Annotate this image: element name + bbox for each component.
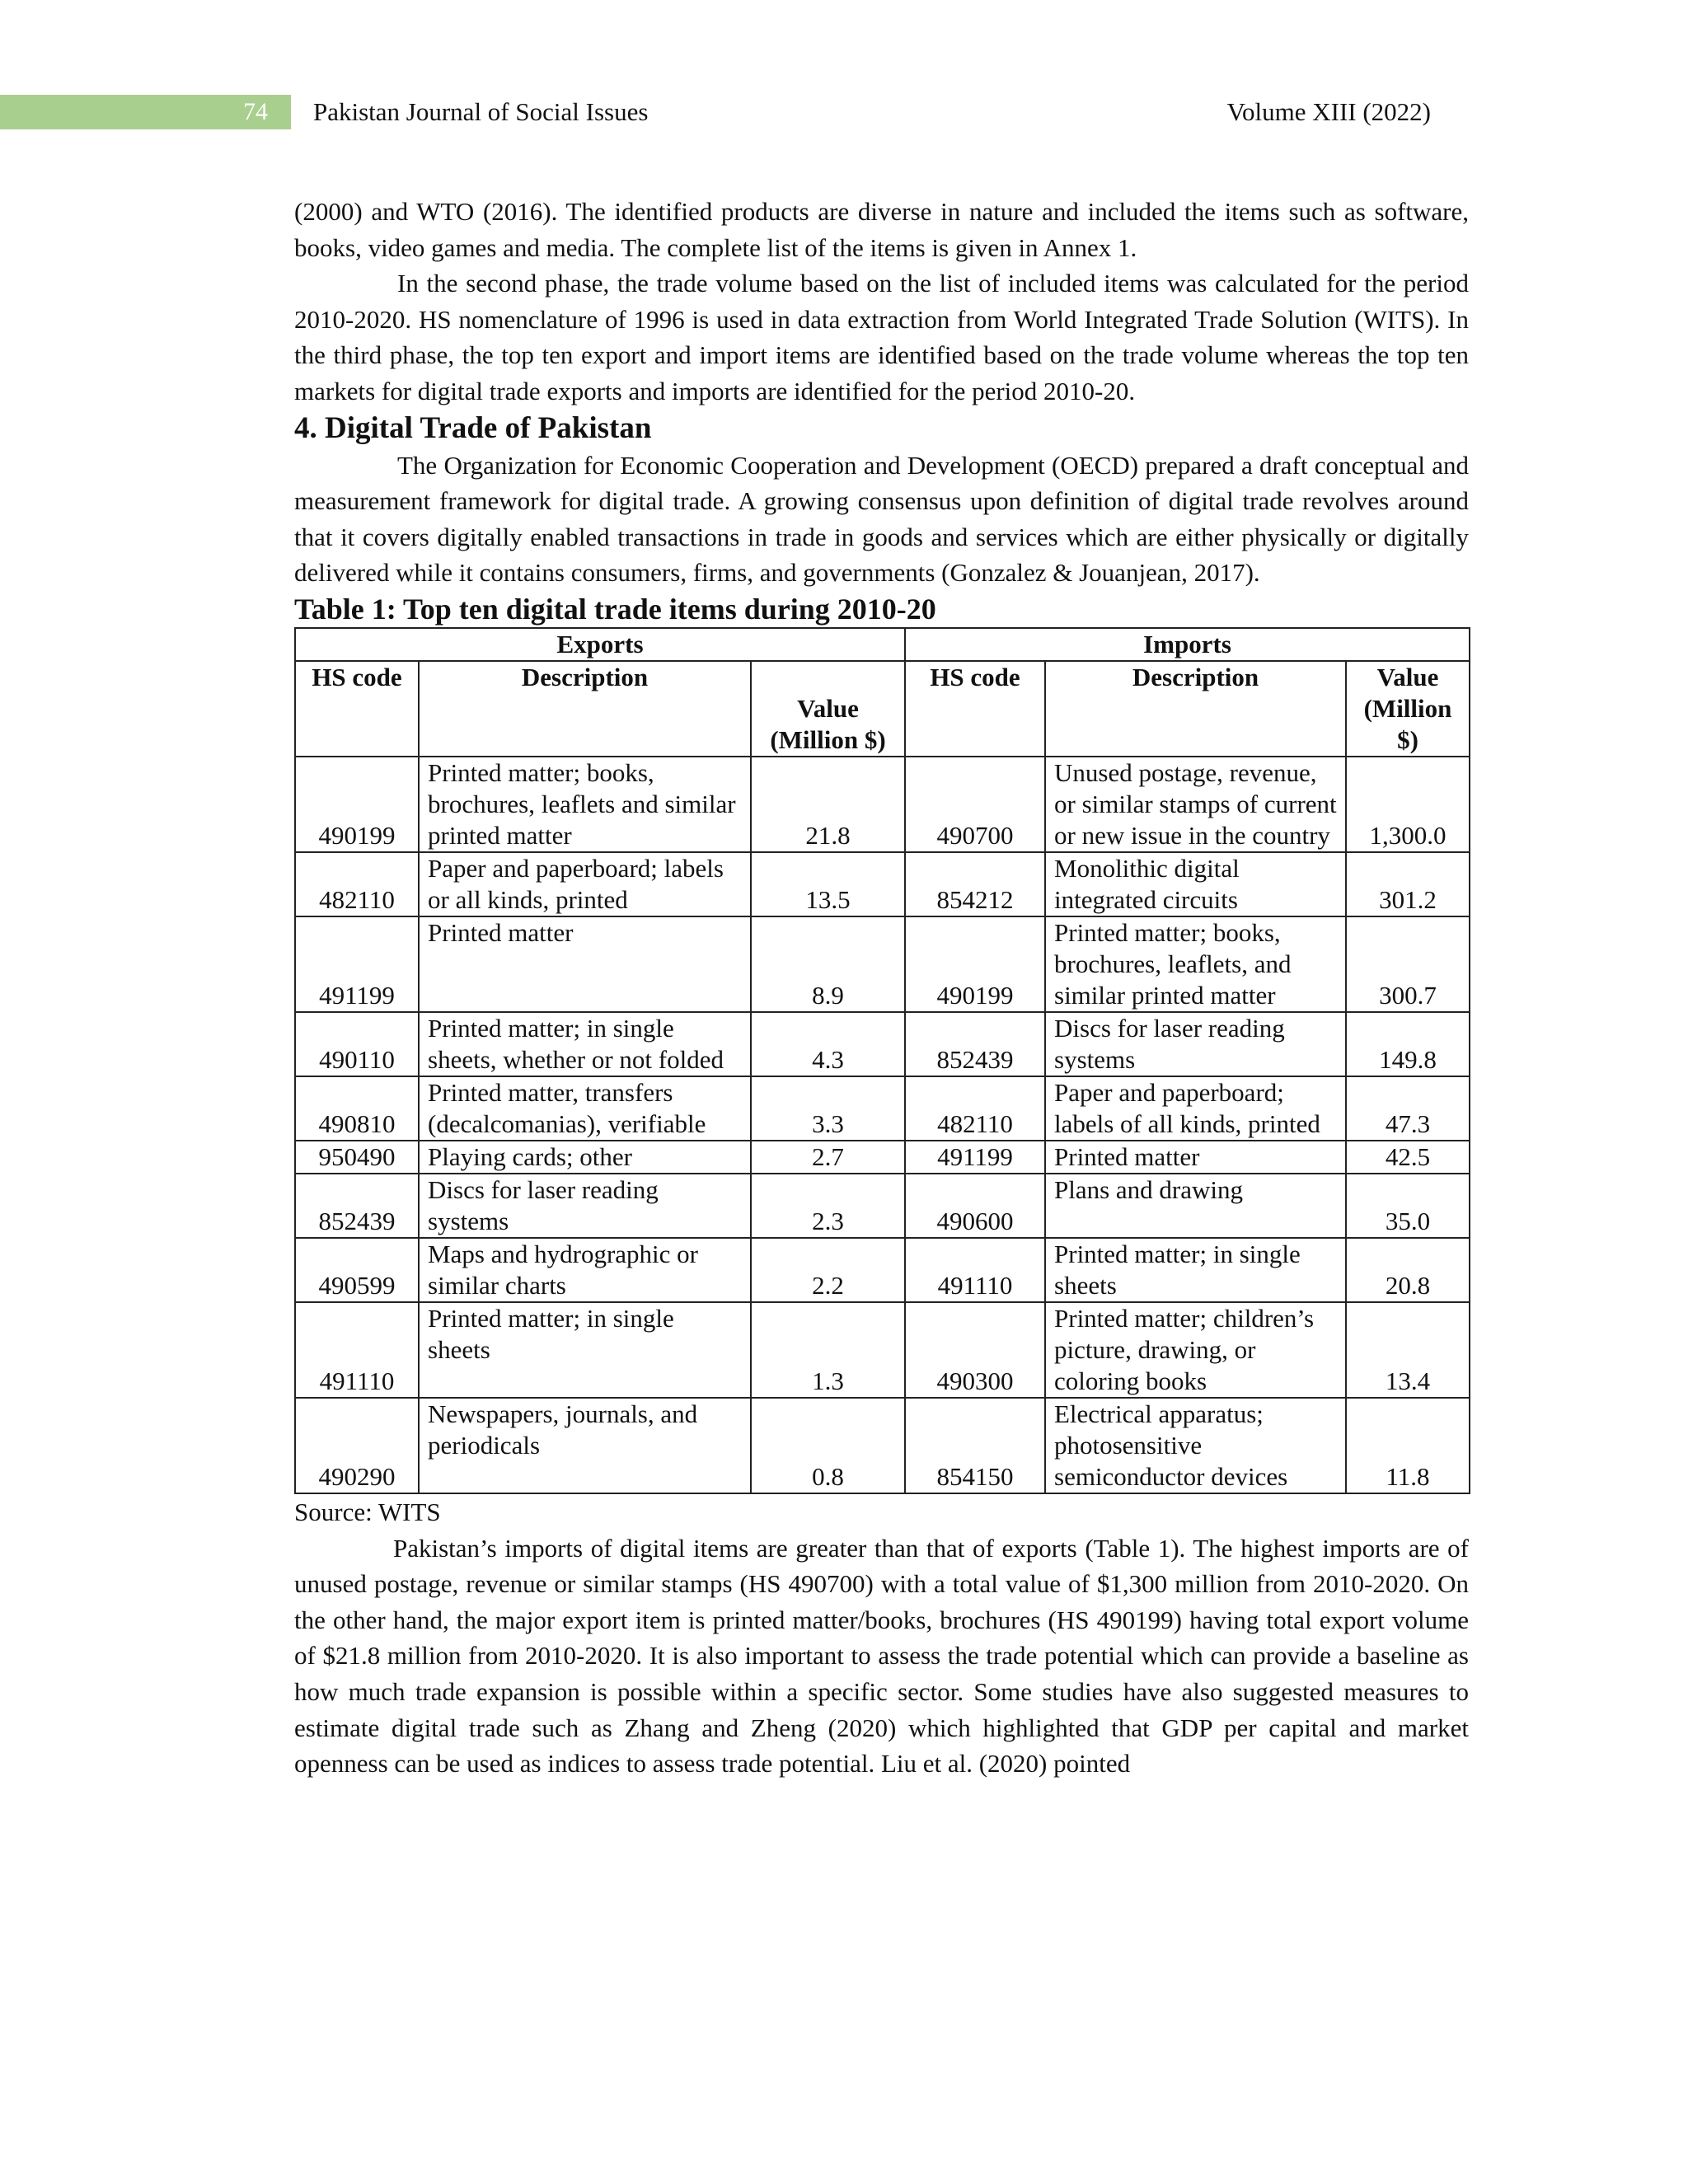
table-column-header-row [295,661,1470,757]
export-value: 2.2 [751,1238,905,1302]
table-source: Source: WITS [294,1497,441,1526]
export-value: 13.5 [751,852,905,916]
export-description: Printed matter; in single sheets, whether or not folded [419,1012,751,1076]
import-description: Printed matter; books, brochures, leaflets, and similar printed matter [1045,916,1346,1012]
import-description: Plans and drawing [1045,1174,1346,1238]
section-heading: 4. Digital Trade of Pakistan [294,410,652,445]
import-value: 42.5 [1346,1141,1470,1174]
export-value: 2.3 [751,1174,905,1238]
export-value: 1.3 [751,1302,905,1398]
export-value: 4.3 [751,1012,905,1076]
table-row [295,852,1470,916]
imports-description-header: Description [1045,661,1346,757]
import-value: 47.3 [1346,1076,1470,1141]
imports-group-header: Imports [905,628,1470,661]
table-row [295,1174,1470,1238]
table-row [295,1398,1470,1493]
table-caption: Table 1: Top ten digital trade items during 2010-20 [294,592,936,626]
export-value: 3.3 [751,1076,905,1141]
import-hs-code: 490600 [905,1174,1045,1238]
export-description: Paper and paperboard; labels or all kinds, printed [419,852,751,916]
import-hs-code: 491199 [905,1141,1045,1174]
import-hs-code: 491110 [905,1238,1045,1302]
import-description: Unused postage, revenue, or similar stamps of current or new issue in the country [1045,757,1346,852]
export-value: 2.7 [751,1141,905,1174]
import-description: Discs for laser reading systems [1045,1012,1346,1076]
import-description: Printed matter; children’s picture, drawing, or coloring books [1045,1302,1346,1398]
page-body [294,194,1469,1782]
imports-hs-code-header: HS code [905,661,1045,757]
trade-table [294,627,1470,1494]
paragraph-4: Pakistan’s imports of digital items are greater than that of exports (Table 1). The highest imports are of unused postage, revenue or similar stamps (HS 490700) with a total value of $1,300 million from 2010-2020. On the other hand, the major export item is printed matter/books, brochures (HS 490199) having total export volume of $21.8 million from 2010-2020. It is also important to assess the trade potential which can provide a baseline as how much trade expansion is possible within a specific sector. Some studies have also suggested measures to estimate digital trade such as Zhang and Zheng (2020) which highlighted that GDP per capital and market openness can be used as indices to assess trade potential. Liu et al. (2020) pointed [294,1533,1469,1779]
table-row [295,1076,1470,1141]
table-row [295,1141,1470,1174]
export-description: Printed matter; books, brochures, leaflets and similar printed matter [419,757,751,852]
imports-value-header: Value (Million $) [1346,661,1470,757]
import-description: Printed matter [1045,1141,1346,1174]
export-description: Discs for laser reading systems [419,1174,751,1238]
export-value: 21.8 [751,757,905,852]
export-hs-code: 950490 [295,1141,419,1174]
exports-description-header: Description [419,661,751,757]
import-value: 301.2 [1346,852,1470,916]
paragraph-3: The Organization for Economic Cooperation and Development (OECD) prepared a draft conceptual and measurement framework for digital trade. A growing consensus upon definition of digital trade revolves around that it covers digitally enabled transactions in trade in goods and services which are either physically or digitally delivered while it contains consumers, firms, and governments (Gonzalez & Jouanjean, 2017). [294,450,1469,588]
import-value: 13.4 [1346,1302,1470,1398]
trade-table-body [295,757,1470,1493]
import-hs-code: 490700 [905,757,1045,852]
import-value: 300.7 [1346,916,1470,1012]
import-value: 11.8 [1346,1398,1470,1493]
exports-group-header: Exports [295,628,905,661]
export-description: Playing cards; other [419,1141,751,1174]
table-row [295,1012,1470,1076]
import-value: 35.0 [1346,1174,1470,1238]
import-hs-code: 852439 [905,1012,1045,1076]
table-row [295,1238,1470,1302]
journal-name: Pakistan Journal of Social Issues [313,97,649,126]
export-hs-code: 490810 [295,1076,419,1141]
export-hs-code: 491110 [295,1302,419,1398]
paragraph-2: In the second phase, the trade volume based on the list of included items was calculated for the period 2010-2020. HS nomenclature of 1996 is used in data extraction from World Integrated Trade Solution (WITS). In the third phase, the top ten export and import items are identified based on the trade volume whereas the top ten markets for digital trade exports and imports are identified for the period 2010-20. [294,269,1469,405]
volume-label: Volume XIII (2022) [1226,97,1431,126]
export-hs-code: 490290 [295,1398,419,1493]
export-hs-code: 490599 [295,1238,419,1302]
export-value: 0.8 [751,1398,905,1493]
table-row [295,916,1470,1012]
export-description: Printed matter [419,916,751,1012]
import-value: 20.8 [1346,1238,1470,1302]
export-hs-code: 491199 [295,916,419,1012]
paragraph-1: (2000) and WTO (2016). The identified products are diverse in nature and included the items such as software, books, video games and media. The complete list of the items is given in Annex 1. [294,197,1469,262]
import-value: 149.8 [1346,1012,1470,1076]
import-description: Printed matter; in single sheets [1045,1238,1346,1302]
import-hs-code: 490199 [905,916,1045,1012]
export-hs-code: 482110 [295,852,419,916]
import-description: Monolithic digital integrated circuits [1045,852,1346,916]
export-description: Printed matter, transfers (decalcomanias), verifiable [419,1076,751,1141]
import-hs-code: 490300 [905,1302,1045,1398]
import-hs-code: 854150 [905,1398,1045,1493]
table-row [295,1302,1470,1398]
table-group-header-row [295,628,1470,661]
export-hs-code: 490199 [295,757,419,852]
import-description: Electrical apparatus; photosensitive semiconductor devices [1045,1398,1346,1493]
page-number: 74 [243,98,268,125]
export-hs-code: 852439 [295,1174,419,1238]
table-row [295,757,1470,852]
export-description: Maps and hydrographic or similar charts [419,1238,751,1302]
export-description: Printed matter; in single sheets [419,1302,751,1398]
import-hs-code: 482110 [905,1076,1045,1141]
exports-hs-code-header: HS code [295,661,419,757]
import-description: Paper and paperboard; labels of all kinds, printed [1045,1076,1346,1141]
import-hs-code: 854212 [905,852,1045,916]
export-value: 8.9 [751,916,905,1012]
exports-value-header: Value (Million $) [751,661,905,757]
import-value: 1,300.0 [1346,757,1470,852]
export-description: Newspapers, journals, and periodicals [419,1398,751,1493]
export-hs-code: 490110 [295,1012,419,1076]
